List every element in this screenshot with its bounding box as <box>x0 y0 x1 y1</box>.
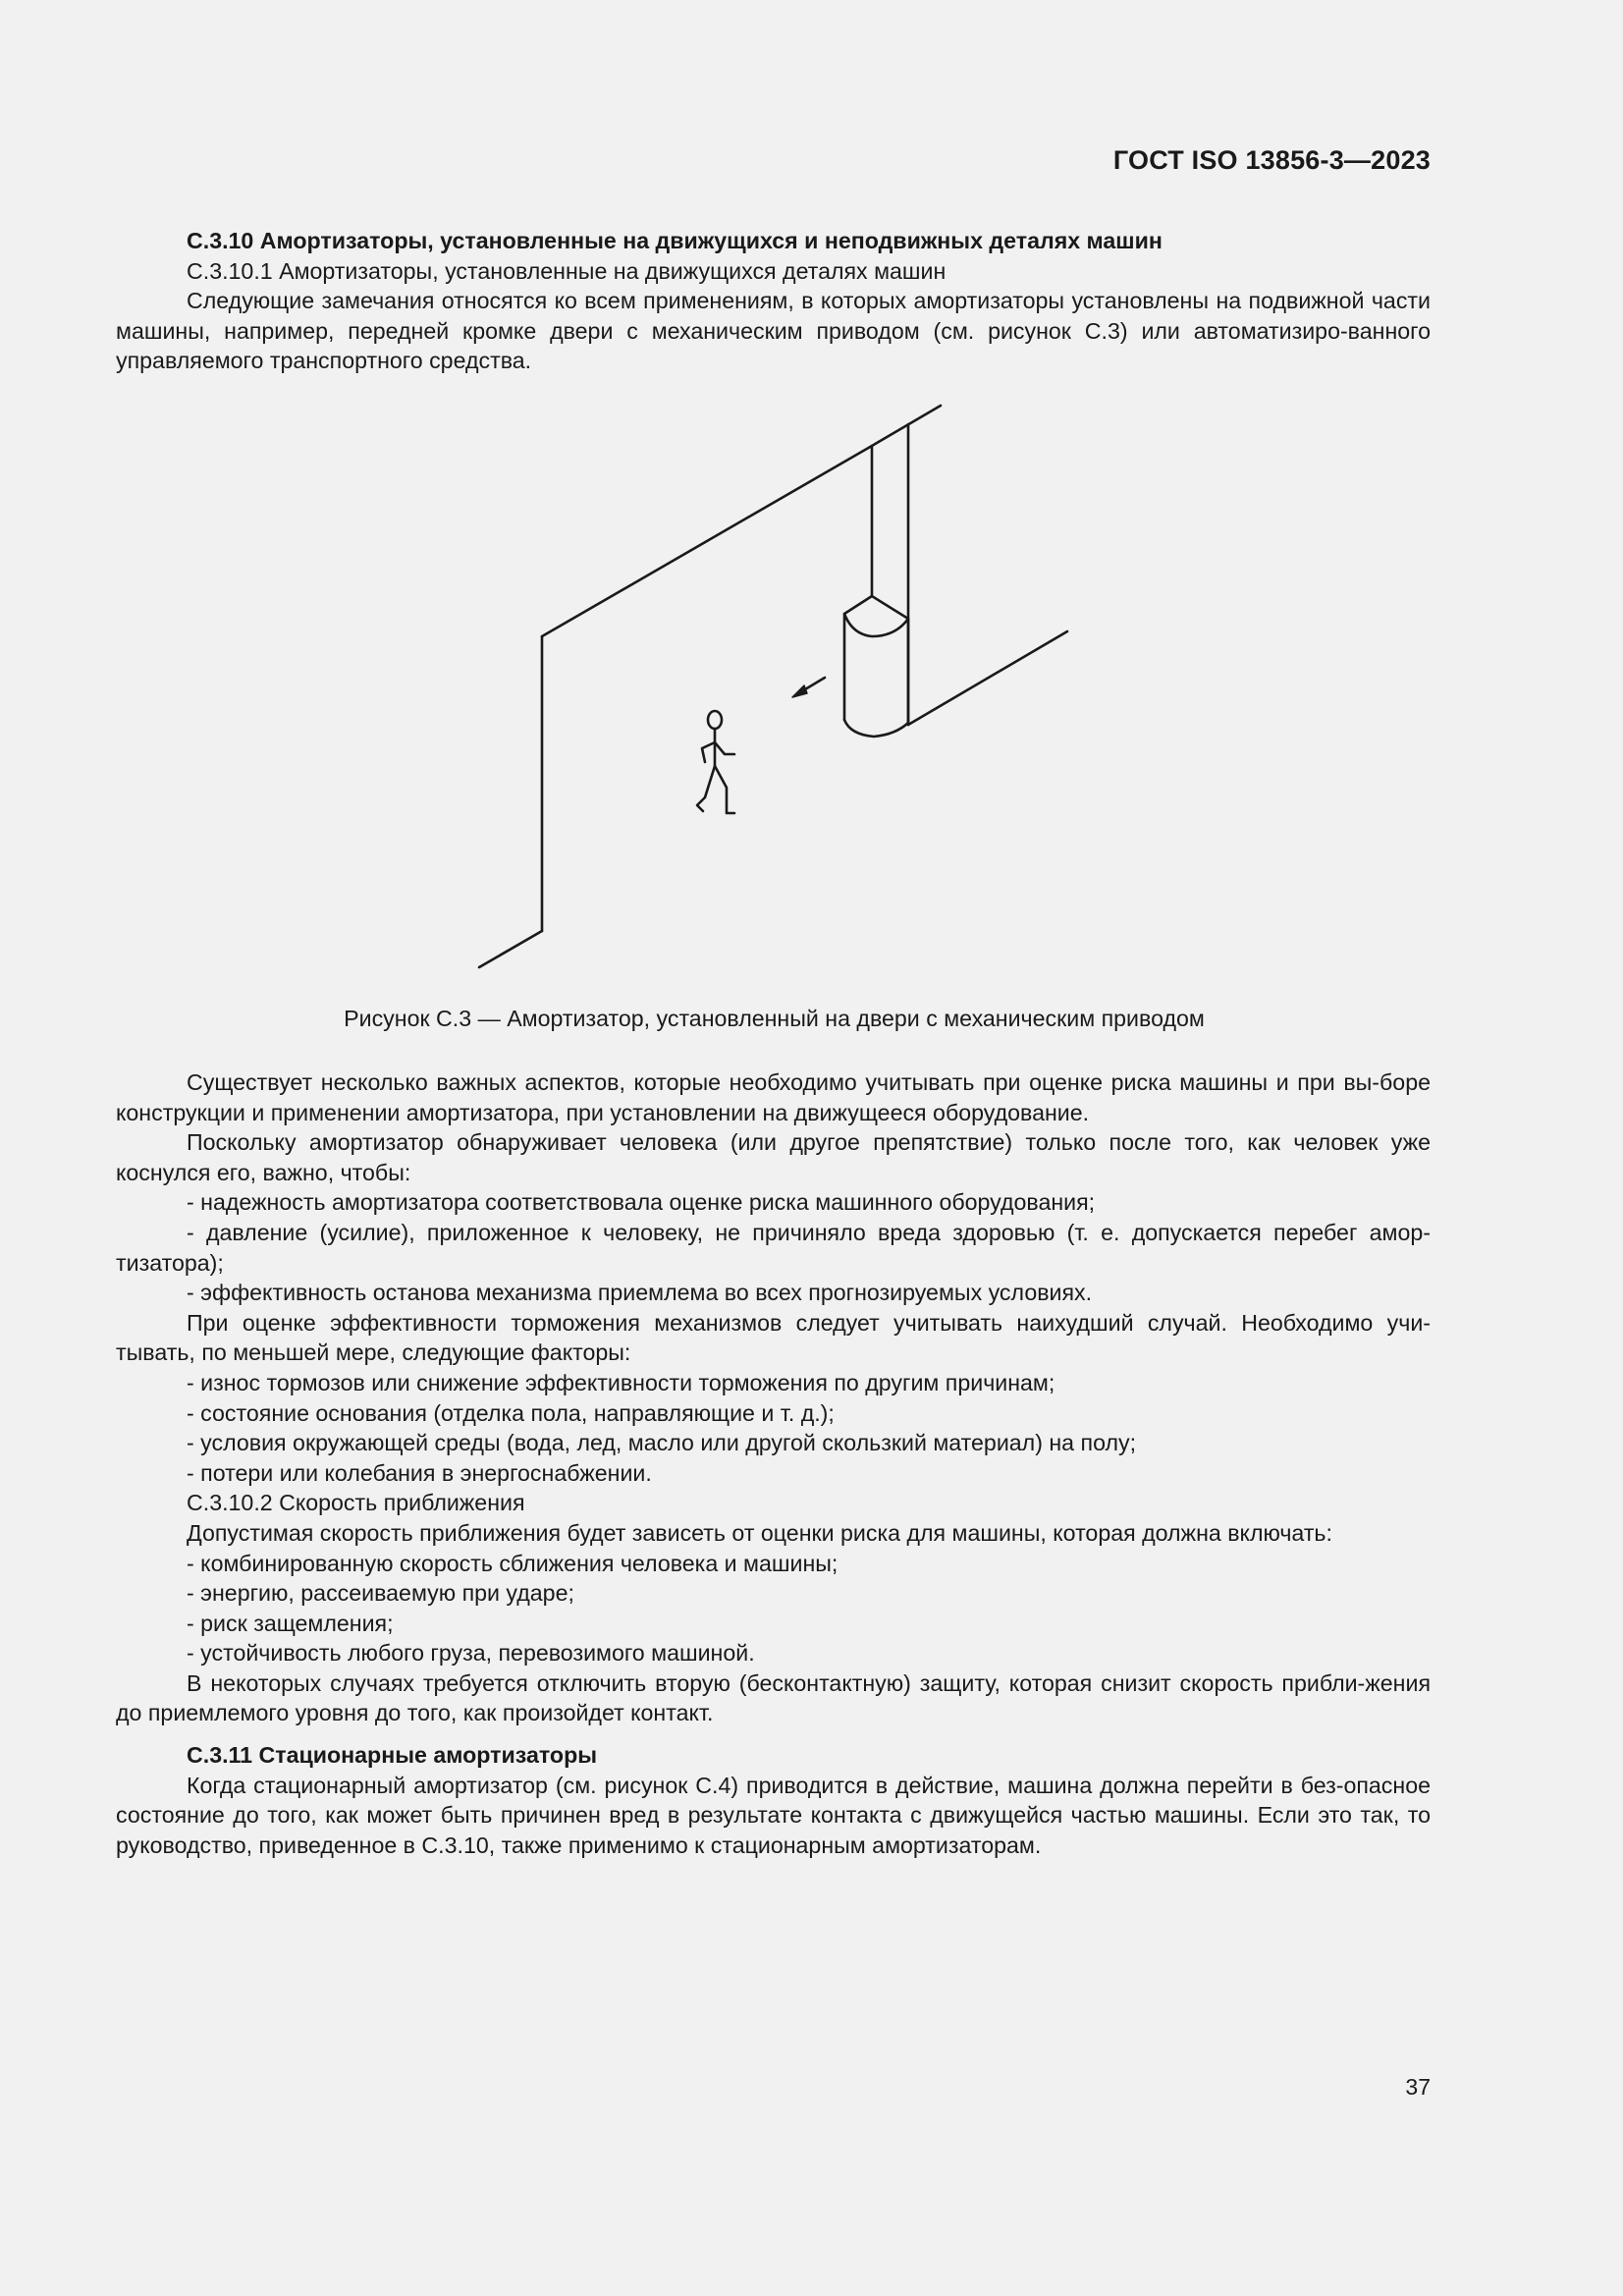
list-item: - надежность амортизатора соответствовала оценке риска машинного оборудования; <box>187 1189 1096 1216</box>
paragraph: Следующие замечания относятся ко всем применениям, в которых амортизаторы установлены на подвижной части машины, например, передней кромке двери с механическим приводом (см. рисунок С.3) или автоматизиро-ванного управляемого транспортного средства. <box>116 288 1431 374</box>
figure-caption: Рисунок С.3 — Амортизатор, установленный на двери с механическим приводом <box>344 1006 1205 1031</box>
paragraph: В некоторых случаях требуется отключить вторую (бесконтактную) защиту, которая снизит скорость прибли-жения до приемлемого уровня до того, как произойдет контакт. <box>116 1669 1431 1726</box>
list-item: - давление (усилие), приложенное к человеку, не причиняло вреда здоровью (т. е. допускается перебег амор-тизатора); <box>116 1219 1431 1276</box>
list-item: - энергию, рассеиваемую при ударе; <box>187 1580 574 1607</box>
page-number: 37 <box>1405 2074 1431 2100</box>
list-item: - потери или колебания в энергоснабжении. <box>187 1459 652 1486</box>
person-arm-left <box>702 742 715 762</box>
motion-arrow-head <box>792 685 807 697</box>
paragraph: Когда стационарный амортизатор (см. рисунок С.4) приводится в действие, машина должна перейти в без-опасное состояние до того, как может быть причинен вред в результате контакта с движущейся частью машины. Если это так, то руководство, приведенное в С.3.10, также применимо к стационарным амортизаторам. <box>116 1772 1431 1858</box>
wall-bottom-edge <box>479 931 542 967</box>
list-item: - риск защемления; <box>187 1610 394 1636</box>
paragraph: При оценке эффективности торможения механизмов следует учитывать наихудший случай. Необходимо учи-тывать, по меньшей мере, следующие факторы: <box>116 1309 1431 1366</box>
list-item: - устойчивость любого груза, перевозимого машиной. <box>187 1640 755 1667</box>
door-top-edge <box>872 406 941 446</box>
document-code: ГОСТ ISO 13856-3—2023 <box>1112 145 1431 175</box>
section-heading: С.3.10 Амортизаторы, установленные на движущихся и неподвижных деталях машин <box>187 228 1163 253</box>
list-item: - условия окружающей среды (вода, лед, масло или другой скользкий материал) на полу; <box>187 1430 1137 1456</box>
list-item: - эффективность останова механизма приемлема во всех прогнозируемых условиях. <box>187 1280 1093 1306</box>
subsection-heading: С.3.10.2 Скорость приближения <box>187 1490 525 1516</box>
paragraph: Поскольку амортизатор обнаруживает человека (или другое препятствие) только после того, как человек уже коснулся его, важно, чтобы: <box>116 1129 1431 1185</box>
list-item: - износ тормозов или снижение эффективности торможения по другим причинам; <box>187 1369 1055 1395</box>
section-c310-intro <box>116 226 1431 376</box>
list-item: - комбинированную скорость сближения человека и машины; <box>187 1550 839 1576</box>
door-bottom-edge <box>908 631 1067 725</box>
person-arm-right <box>715 742 734 754</box>
person-leg-right <box>715 766 734 813</box>
person-leg-left <box>697 766 715 811</box>
paragraph: Допустимая скорость приближения будет зависеть от оценки риска для машины, которая должна включать: <box>187 1519 1332 1546</box>
subsection-heading: С.3.10.1 Амортизаторы, установленные на движущихся деталях машин <box>187 257 947 284</box>
section-heading: С.3.11 Стационарные амортизаторы <box>187 1742 598 1769</box>
section-c310-body <box>116 1067 1431 1860</box>
person-head <box>708 711 722 729</box>
figure-c3-door-bumper-drawing <box>461 393 1090 982</box>
wall-top-edge <box>542 446 872 636</box>
bumper-bottom <box>844 720 908 737</box>
bumper-cap <box>844 596 908 636</box>
list-item: - состояние основания (отделка пола, направляющие и т. д.); <box>187 1399 835 1426</box>
paragraph: Существует несколько важных аспектов, которые необходимо учитывать при оценке риска машины и при вы-боре конструкции и применении амортизатора, при установлении на движущееся оборудование. <box>116 1069 1431 1125</box>
